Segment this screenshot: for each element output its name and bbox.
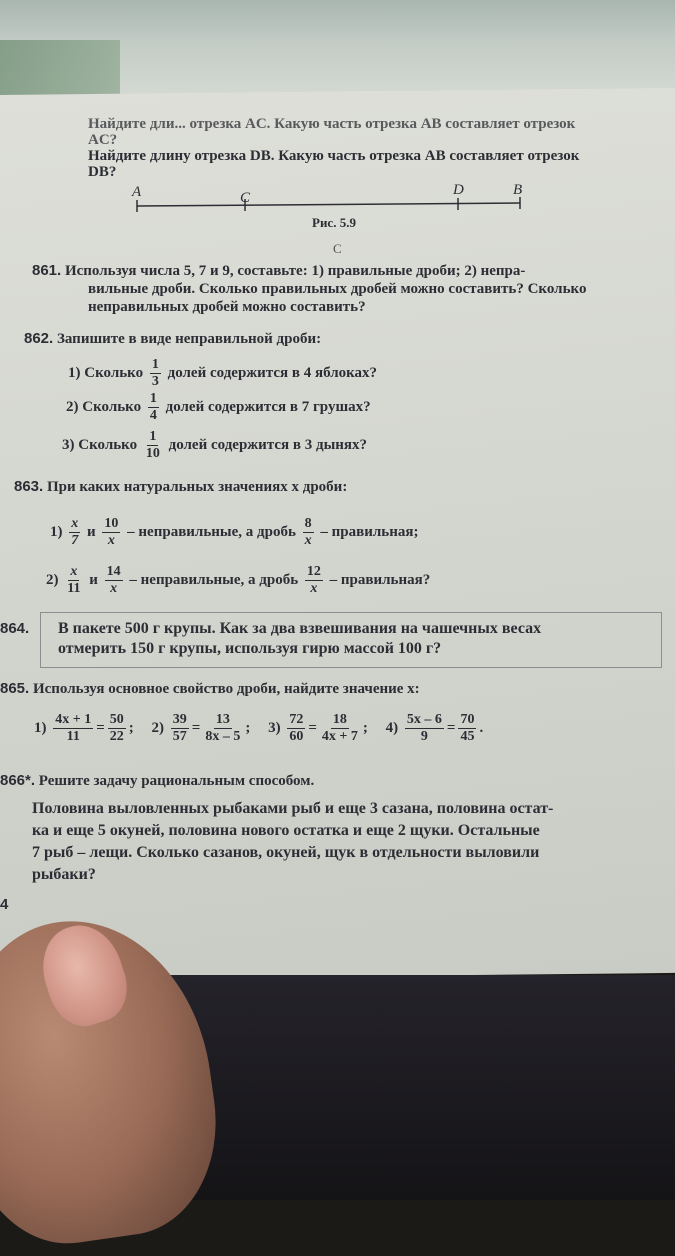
fraction: $\frac{5x - 6}{9}$ — [406, 712, 442, 745]
top-line-2b: DB? — [88, 164, 117, 180]
point-c-label: C — [240, 190, 251, 206]
stray-letter: С — [333, 241, 342, 256]
problem-863-item-2: 2) $\frac{x}{11}$ и $\frac{14}{x}$ – неправильные, а дробь $\frac{12}{x}$ – правильная? — [46, 564, 431, 597]
top-line-1b: AC? — [88, 132, 118, 148]
problem-866-line3: 7 рыб – лещи. Сколько сазанов, окуней, щук в отдельности выловили — [32, 844, 540, 861]
figure-caption: Рис. 5.9 — [312, 215, 356, 230]
problem-865-number: 865. — [0, 680, 30, 697]
page-number: 4 — [0, 896, 9, 913]
fraction: $\frac{1}{10}$ — [145, 429, 160, 462]
problem-861-line3: неправильных дробей можно составить? — [88, 299, 366, 315]
fraction: $\frac{1}{4}$ — [149, 391, 157, 424]
fraction: $\frac{39}{57}$ — [172, 712, 187, 745]
problem-866-line2: ка и еще 5 окуней, половина нового остатка и еще 2 щуки. Остальные — [32, 822, 540, 839]
point-d-label: D — [453, 182, 464, 198]
point-b-label: B — [513, 182, 523, 198]
fraction: $\frac{x}{11}$ — [67, 564, 81, 597]
problem-862-number: 862. — [24, 330, 54, 347]
fraction: $\frac{10}{x}$ — [104, 516, 119, 549]
fraction: $\frac{13}{8x - 5}$ — [205, 712, 241, 745]
fraction: $\frac{x}{7}$ — [71, 516, 79, 549]
problem-861-line1: 861. Используя числа 5, 7 и 9, составьте: 1) правильные дроби; 2) непра- — [32, 262, 526, 279]
top-line-1: Найдите дли... отрезка AC. Какую часть отрезка AB составляет отрезок — [88, 116, 576, 132]
problem-864-line1: В пакете 500 г крупы. Как за два взвешивания на чашечных весах — [58, 620, 542, 637]
problem-866-title: 866*. Решите задачу рациональным способом. — [0, 772, 315, 789]
problem-866-line1: Половина выловленных рыбаками рыб и еще 3 сазана, половина остат- — [32, 800, 554, 817]
problem-866-line4: рыбаки? — [32, 866, 96, 883]
problem-861-number: 861. — [32, 262, 62, 279]
fraction: $\frac{12}{x}$ — [306, 564, 321, 597]
point-a-label: A — [132, 184, 142, 200]
problem-864-line2: отмерить 150 г крупы, используя гирю массой 100 г? — [58, 640, 442, 657]
problem-866-number: 866*. — [0, 772, 36, 789]
problem-862-item-2: 2) Сколько $\frac{1}{4}$ долей содержится в 7 грушах? — [66, 391, 371, 424]
fraction: $\frac{50}{22}$ — [109, 712, 124, 745]
problem-861-line2: вильные дроби. Сколько правильных дробей можно составить? Сколько — [88, 281, 587, 297]
fraction: $\frac{1}{3}$ — [151, 357, 159, 390]
equation-1: 1) $\frac{4x + 1}{11}$ = $\frac{50}{22}$ ; — [34, 712, 134, 745]
problem-864-number: 864. — [0, 620, 30, 637]
equation-4: 4) $\frac{5x - 6}{9}$ = $\frac{70}{45}$ . — [385, 712, 484, 745]
problem-863-item-1: 1) $\frac{x}{7}$ и $\frac{10}{x}$ – неправильные, а дробь $\frac{8}{x}$ – правильная; — [50, 516, 419, 549]
fraction: $\frac{70}{45}$ — [460, 712, 475, 745]
problem-862-title: 862. Запишите в виде неправильной дроби: — [24, 330, 322, 347]
problem-863-number: 863. — [14, 478, 44, 495]
equation-2: 2) $\frac{39}{57}$ = $\frac{13}{8x - 5}$ ; — [151, 712, 251, 745]
problem-863-title: 863. При каких натуральных значениях x дроби: — [14, 478, 348, 495]
problem-862-item-3: 3) Сколько $\frac{1}{10}$ долей содержится в 3 дынях? — [62, 429, 368, 462]
fraction: $\frac{4x + 1}{11}$ — [55, 712, 92, 745]
fraction: $\frac{8}{x}$ — [304, 516, 312, 549]
top-line-2: Найдите длину отрезка DB. Какую часть отрезка AB составляет отрезок — [88, 148, 580, 164]
problem-865-title: 865. Используя основное свойство дроби, найдите значение x: — [0, 680, 420, 697]
problem-862-item-1: 1) Сколько $\frac{1}{3}$ долей содержится в 4 яблоках? — [68, 357, 378, 390]
equation-3: 3) $\frac{72}{60}$ = $\frac{18}{4x + 7}$ ; — [268, 712, 368, 745]
fraction: $\frac{72}{60}$ — [289, 712, 304, 745]
fraction: $\frac{14}{x}$ — [106, 564, 121, 597]
fraction: $\frac{18}{4x + 7}$ — [321, 712, 358, 745]
problem-865-equations — [34, 708, 483, 748]
